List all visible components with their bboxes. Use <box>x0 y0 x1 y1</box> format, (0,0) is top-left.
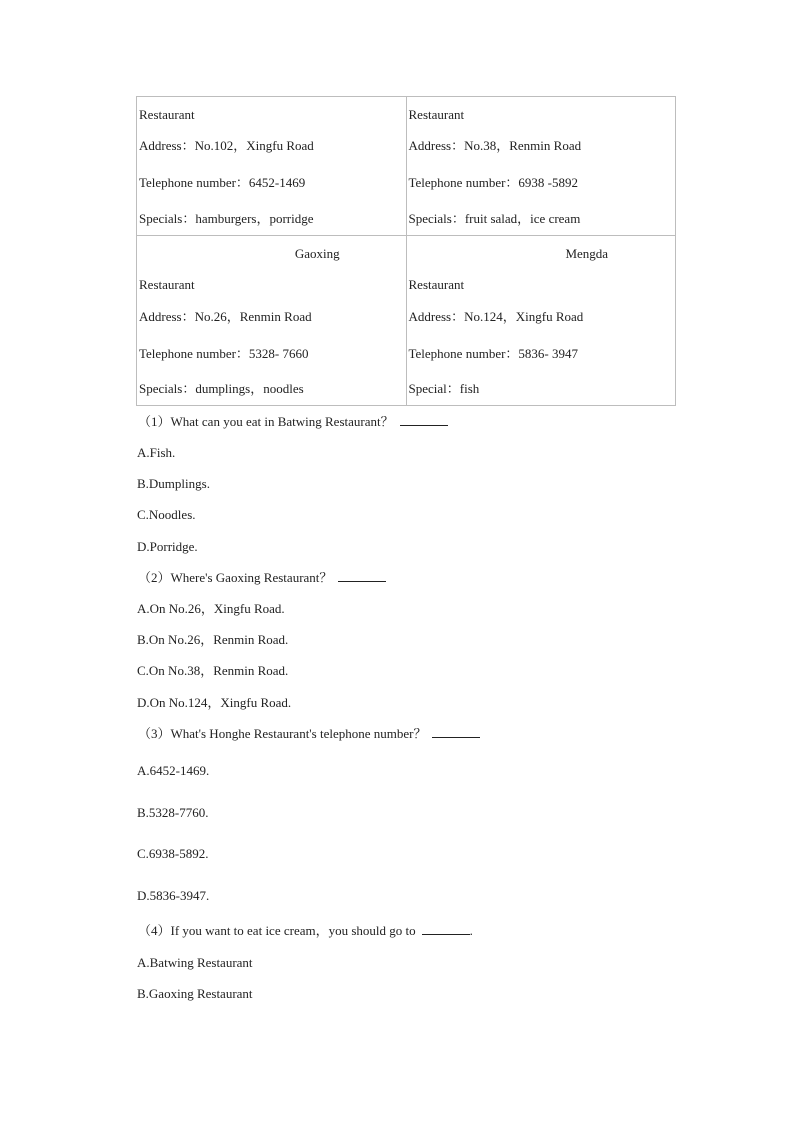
cell-restaurant-name: Gaoxing <box>294 246 340 261</box>
question-1 <box>138 414 448 430</box>
option-c[interactable]: C.On No.38，Renmin Road. <box>137 663 289 678</box>
cell-telephone: Telephone number：5836- 3947 <box>408 346 578 361</box>
cell-address: Address：No.26，Renmin Road <box>139 309 312 324</box>
cell-specials: Specials：hamburgers，porridge <box>139 211 314 226</box>
option-c[interactable]: C.Noodles. <box>137 507 196 522</box>
option-c[interactable]: C.6938-5892. <box>137 846 209 861</box>
option-b[interactable]: B.Dumplings. <box>137 476 210 491</box>
cell-telephone: Telephone number：5328- 7660 <box>139 346 309 361</box>
cell-title: Restaurant <box>408 277 465 292</box>
table-cell <box>137 236 407 406</box>
option-d[interactable]: D.Porridge. <box>137 539 198 554</box>
question-text: （4）If you want to eat ice cream，you should go to <box>138 923 416 938</box>
cell-specials: Special：fish <box>408 381 480 396</box>
table-cell <box>137 97 407 236</box>
option-d[interactable]: D.5836-3947. <box>137 888 210 903</box>
table-cell <box>406 97 676 236</box>
option-b[interactable]: B.Gaoxing Restaurant <box>137 986 253 1001</box>
answer-blank[interactable] <box>432 727 480 738</box>
option-b[interactable]: B.On No.26，Renmin Road. <box>137 632 289 647</box>
question-2 <box>138 570 386 586</box>
question-4: （4）If you want to eat ice cream，you should go to . <box>138 923 473 938</box>
answer-blank[interactable] <box>422 924 470 935</box>
table-row <box>137 97 676 236</box>
cell-title: Restaurant <box>139 277 195 292</box>
cell-specials: Specials：fruit salad，ice cream <box>408 211 581 226</box>
cell-address: Address：No.38，Renmin Road <box>408 138 582 153</box>
cell-specials: Specials：dumplings，noodles <box>139 381 304 396</box>
option-a[interactable]: A.6452-1469. <box>137 763 210 778</box>
restaurant-info-table <box>136 96 676 406</box>
question-text: （3）What's Honghe Restaurant's telephone number？ <box>138 726 427 741</box>
cell-title: Restaurant <box>408 107 465 122</box>
question-text: （1）What can you eat in Batwing Restaurant？ <box>138 414 394 429</box>
option-a[interactable]: A.Fish. <box>137 445 176 460</box>
option-d[interactable]: D.On No.124，Xingfu Road. <box>137 695 292 710</box>
table-cell <box>406 236 676 406</box>
answer-blank[interactable] <box>400 415 448 426</box>
question-3 <box>138 726 480 742</box>
cell-title: Restaurant <box>139 107 195 122</box>
cell-telephone: Telephone number：6452-1469 <box>139 175 306 190</box>
table-row <box>137 236 676 406</box>
question-text: （2）Where's Gaoxing Restaurant？ <box>138 570 333 585</box>
cell-restaurant-name: Mengda <box>565 246 609 261</box>
option-a[interactable]: A.On No.26，Xingfu Road. <box>137 601 285 616</box>
option-b[interactable]: B.5328-7760. <box>137 805 209 820</box>
cell-address: Address：No.102，Xingfu Road <box>139 138 314 153</box>
cell-address: Address：No.124，Xingfu Road <box>408 309 584 324</box>
option-a[interactable]: A.Batwing Restaurant <box>137 955 253 970</box>
answer-blank[interactable] <box>338 571 386 582</box>
cell-telephone: Telephone number：6938 -5892 <box>408 175 578 190</box>
